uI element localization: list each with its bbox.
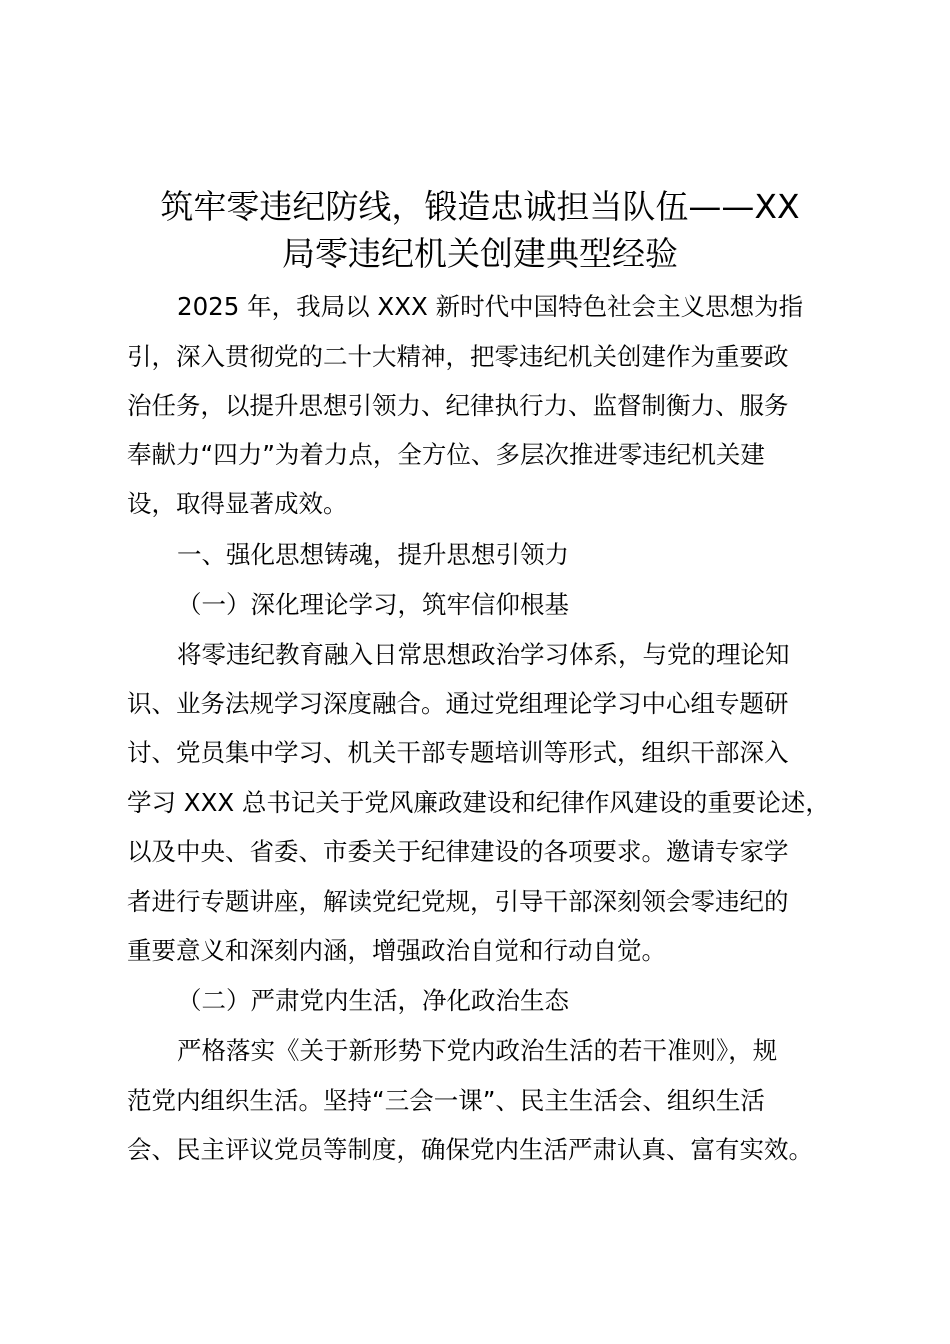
document-title-line-1: 筑牢零违纪防线，锻造忠诚担当队伍——XX [160,187,800,226]
subsection-1-heading: （一）深化理论学习，筑牢信仰根基 [177,590,569,619]
intro-paragraph-line-3: 治任务，以提升思想引领力、纪律执行力、监督制衡力、服务 [127,391,789,420]
intro-paragraph-line-1: 2025 年，我局以 XXX 新时代中国特色社会主义思想为指 [177,292,804,321]
subsection-2-paragraph-line-3: 会、民主评议党员等制度，确保党内生活严肃认真、富有实效。 [127,1135,813,1164]
subsection-1-paragraph-line-4: 学习 XXX 总书记关于党风廉政建设和纪律作风建设的重要论述， [127,788,830,817]
subsection-1-paragraph-line-2: 识、业务法规学习深度融合。通过党组理论学习中心组专题研 [127,689,789,718]
intro-paragraph-line-2: 引，深入贯彻党的二十大精神，把零违纪机关创建作为重要政 [127,342,789,371]
subsection-2-paragraph-line-1: 严格落实《关于新形势下党内政治生活的若干准则》，规 [177,1036,778,1065]
subsection-1-paragraph-line-3: 讨、党员集中学习、机关干部专题培训等形式，组织干部深入 [127,738,789,767]
subsection-2-paragraph-line-2: 范党内组织生活。坚持“三会一课”、民主生活会、组织生活 [127,1086,765,1115]
intro-paragraph-line-5: 设，取得显著成效。 [127,489,348,518]
subsection-2-heading: （二）严肃党内生活，净化政治生态 [177,986,569,1015]
document-title-line-2: 局零违纪机关创建典型经验 [282,234,678,273]
section-1-heading: 一、强化思想铸魂，提升思想引领力 [177,540,569,569]
subsection-1-paragraph-line-5: 以及中央、省委、市委关于纪律建设的各项要求。邀请专家学 [127,837,789,866]
subsection-1-paragraph-line-1: 将零违纪教育融入日常思想政治学习体系，与党的理论知 [177,640,790,669]
subsection-1-paragraph-line-7: 重要意义和深刻内涵，增强政治自觉和行动自觉。 [127,936,666,965]
intro-paragraph-line-4: 奉献力“四力”为着力点，全方位、多层次推进零违纪机关建 [127,440,765,469]
subsection-1-paragraph-line-6: 者进行专题讲座，解读党纪党规，引导干部深刻领会零违纪的 [127,887,789,916]
